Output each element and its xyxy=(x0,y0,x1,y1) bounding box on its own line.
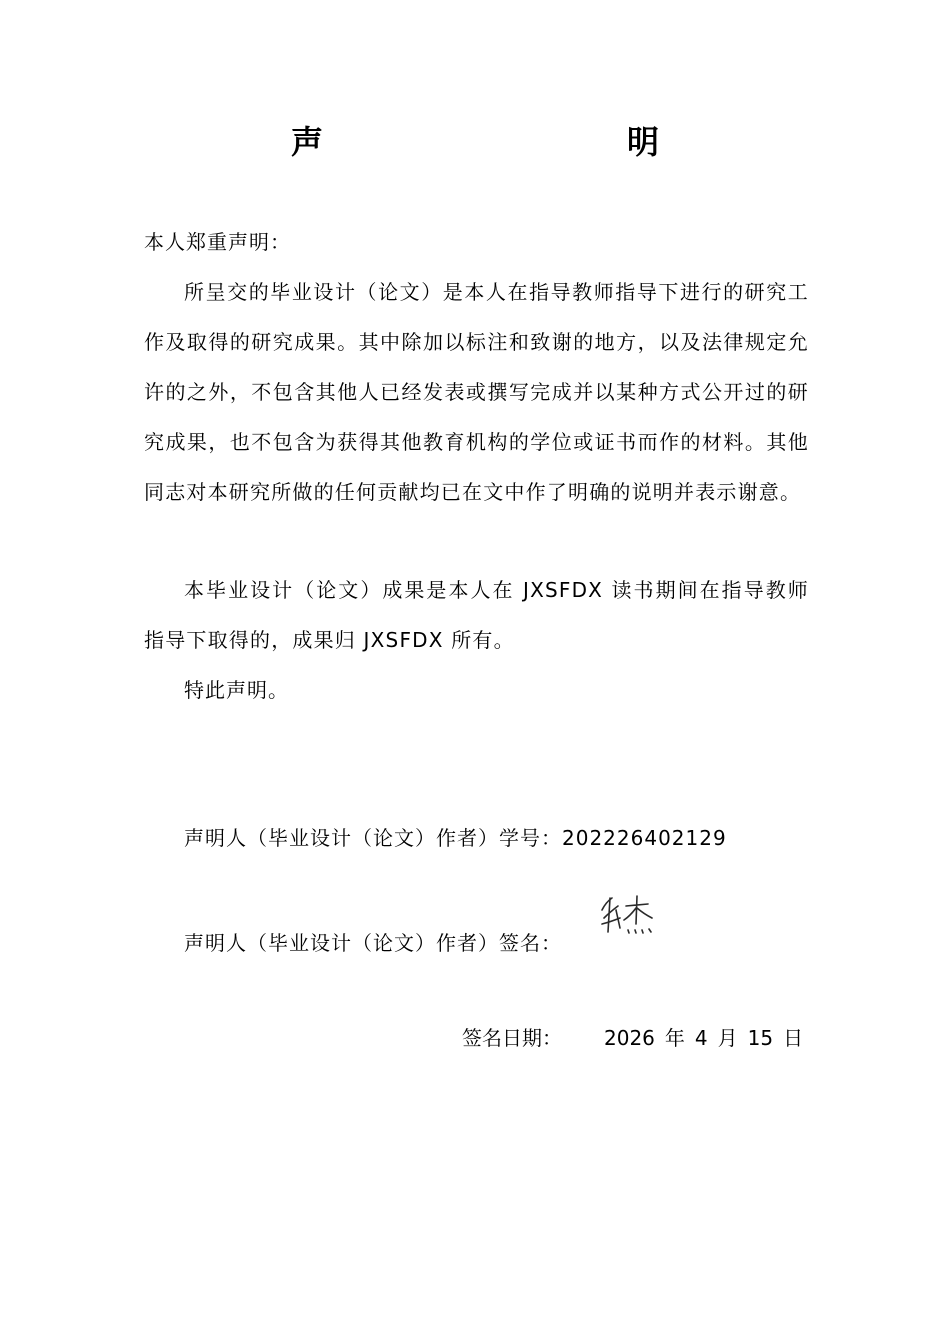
page-title: 声 明 xyxy=(290,123,739,161)
date-year: 2026 xyxy=(604,1026,655,1050)
closing-statement: 特此声明。 xyxy=(184,678,289,702)
student-id-label: 声明人（毕业设计（论文）作者）学号： xyxy=(184,826,562,850)
date-month: 4 xyxy=(694,1026,708,1050)
handwritten-signature xyxy=(596,888,658,940)
student-id-line xyxy=(184,813,727,863)
declaration-paragraph-1: 所呈交的毕业设计（论文）是本人在指导教师指导下进行的研究工作及取得的研究成果。其中除加以标注和致谢的地方，以及法律规定允许的之外，不包含其他人已经发表或撰写完成并以某种方式公开过的研究成果，也不包含为获得其他教育机构的学位或证书而作的材料。其他同志对本研究所做的任何贡献均已在文中作了明确的说明并表示谢意。 xyxy=(144,280,809,504)
signature-label: 声明人（毕业设计（论文）作者）签名： xyxy=(184,931,562,955)
date-day: 15 xyxy=(747,1026,774,1050)
signature-date xyxy=(462,1016,803,1060)
salutation: 本人郑重声明： xyxy=(144,230,291,254)
date-month-unit: 月 xyxy=(717,1026,738,1050)
declaration-paragraph-2: 本毕业设计（论文）成果是本人在 JXSFDX 读书期间在指导教师指导下取得的，成果归 JXSFDX 所有。 xyxy=(144,578,809,652)
date-year-unit: 年 xyxy=(664,1026,685,1050)
date-day-unit: 日 xyxy=(783,1026,804,1050)
student-id-value: 202226402129 xyxy=(562,826,727,850)
date-label: 签名日期： xyxy=(462,1026,562,1050)
